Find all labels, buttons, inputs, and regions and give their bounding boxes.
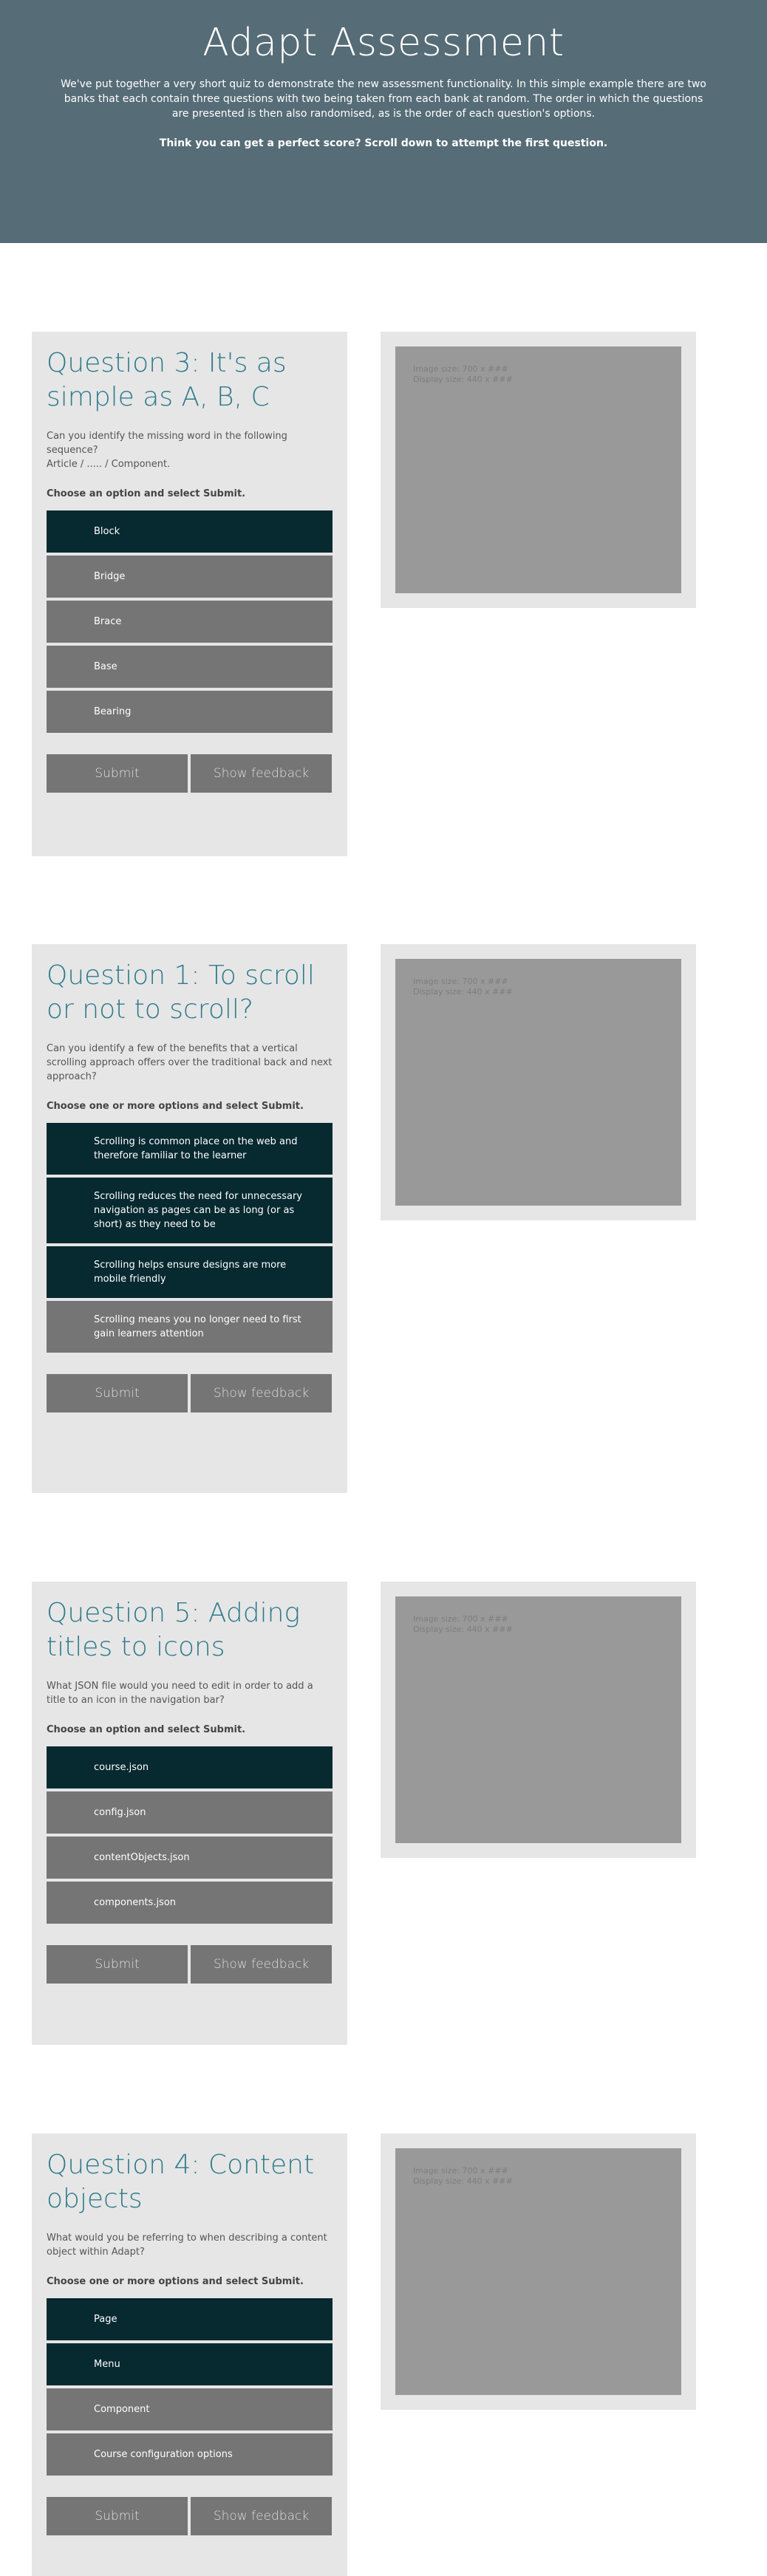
option-item[interactable]	[47, 510, 333, 553]
image-size-label: Image size: 700 x ###	[413, 2166, 508, 2176]
option-label: course.json	[94, 1762, 149, 1773]
display-size-label: Display size: 440 x ###	[413, 987, 513, 997]
question-body-line: What JSON file would you need to edit in order to add a title to an icon in the navigation bar?	[47, 1681, 313, 1706]
show-feedback-button[interactable]: Show feedback	[191, 1945, 332, 1984]
show-feedback-button[interactable]: Show feedback	[191, 1374, 332, 1412]
option-item[interactable]	[47, 2343, 333, 2385]
image-panel	[381, 332, 696, 608]
option-item[interactable]	[47, 1791, 333, 1834]
option-item[interactable]	[47, 601, 333, 643]
image-placeholder	[395, 2148, 681, 2395]
question-panel	[32, 332, 347, 856]
question-title: Question 5: Adding titles to icons	[47, 1598, 301, 1662]
option-list	[47, 510, 333, 733]
question-instruction: Choose an option and select Submit.	[47, 1724, 246, 1735]
show-feedback-button[interactable]: Show feedback	[191, 754, 332, 793]
option-item[interactable]	[47, 1123, 333, 1175]
question-body	[47, 2231, 333, 2259]
submit-button[interactable]: Submit	[47, 1945, 188, 1984]
option-label: Scrolling helps ensure designs are more mobile friendly	[94, 1260, 287, 1285]
question-body	[47, 1679, 333, 1707]
question-title: Question 3: It's as simple as A, B, C	[47, 348, 287, 412]
option-item[interactable]	[47, 2433, 333, 2476]
option-item[interactable]	[47, 2298, 333, 2340]
option-label: Menu	[94, 2359, 120, 2370]
submit-button[interactable]: Submit	[47, 1374, 188, 1412]
question-body-line: Can you identify the missing word in the following sequence?	[47, 431, 287, 456]
question-panel	[32, 2133, 347, 2576]
image-size-label: Image size: 700 x ###	[413, 977, 508, 986]
image-panel	[381, 2133, 696, 2410]
image-size-label: Image size: 700 x ###	[413, 364, 508, 374]
option-label: Scrolling reduces the need for unnecessary navigation as pages can be as long (or as short) as they need to be	[94, 1191, 302, 1230]
question-body-line: Article / ..... / Component.	[47, 459, 171, 470]
question-instruction: Choose one or more options and select Submit.	[47, 2276, 304, 2287]
option-label: Scrolling means you no longer need to first gain learners attention	[94, 1314, 301, 1339]
image-panel	[381, 944, 696, 1220]
submit-button[interactable]: Submit	[47, 754, 188, 793]
page-title: Adapt Assessment	[202, 21, 565, 65]
option-label: Component	[94, 2404, 150, 2415]
question-body-line: Can you identify a few of the benefits that a vertical scrolling approach offers over the traditional back and next approach?	[47, 1043, 333, 1082]
option-label: Brace	[94, 616, 122, 627]
option-label: Bridge	[94, 571, 126, 582]
question-actions	[47, 754, 333, 793]
option-item[interactable]	[47, 1301, 333, 1353]
option-list	[47, 1746, 333, 1924]
option-item[interactable]	[47, 2388, 333, 2430]
option-label: Course configuration options	[94, 2449, 233, 2460]
submit-button[interactable]: Submit	[47, 2497, 188, 2535]
option-item[interactable]	[47, 1882, 333, 1924]
hero-banner	[0, 0, 767, 243]
image-placeholder	[395, 1596, 681, 1843]
option-label: Bearing	[94, 706, 132, 717]
image-panel	[381, 1582, 696, 1858]
image-placeholder	[395, 959, 681, 1206]
question-body	[47, 1042, 333, 1084]
question-actions	[47, 2497, 333, 2535]
option-item[interactable]	[47, 556, 333, 598]
question-actions	[47, 1374, 333, 1412]
option-label: contentObjects.json	[94, 1852, 190, 1863]
question-body-line: What would you be referring to when describing a content object within Adapt?	[47, 2232, 327, 2258]
display-size-label: Display size: 440 x ###	[413, 375, 513, 384]
option-label: Block	[94, 526, 120, 537]
option-label: config.json	[94, 1807, 146, 1818]
option-list	[47, 1123, 333, 1353]
option-item[interactable]	[47, 646, 333, 688]
option-item[interactable]	[47, 1178, 333, 1243]
hero-cta: Think you can get a perfect score? Scroll down to attempt the first question.	[159, 137, 608, 149]
question-panel	[32, 1582, 347, 2045]
show-feedback-button[interactable]: Show feedback	[191, 2497, 332, 2535]
display-size-label: Display size: 440 x ###	[413, 2176, 513, 2186]
question-actions	[47, 1945, 333, 1984]
option-item[interactable]	[47, 1837, 333, 1879]
option-list	[47, 2298, 333, 2476]
question-panel	[32, 944, 347, 1493]
option-label: Base	[94, 661, 117, 672]
option-label: components.json	[94, 1897, 177, 1908]
image-placeholder	[395, 346, 681, 593]
hero-intro: We've put together a very short quiz to demonstrate the new assessment functionality. In this simple example there are two banks that each contain three questions with two being taken from each bank at random. The order in which the questions are presented is then also randomised, as is the order of each question's options.	[61, 78, 706, 120]
option-item[interactable]	[47, 1746, 333, 1788]
option-item[interactable]	[47, 691, 333, 733]
display-size-label: Display size: 440 x ###	[413, 1624, 513, 1634]
question-title: Question 4: Content objects	[47, 2150, 315, 2214]
question-title: Question 1: To scroll or not to scroll?	[47, 960, 315, 1025]
option-item[interactable]	[47, 1246, 333, 1298]
image-size-label: Image size: 700 x ###	[413, 1614, 508, 1624]
question-body	[47, 429, 333, 471]
question-instruction: Choose one or more options and select Submit.	[47, 1101, 304, 1112]
option-label: Page	[94, 2314, 117, 2325]
option-label: Scrolling is common place on the web and therefore familiar to the learner	[94, 1136, 298, 1161]
question-instruction: Choose an option and select Submit.	[47, 488, 246, 499]
